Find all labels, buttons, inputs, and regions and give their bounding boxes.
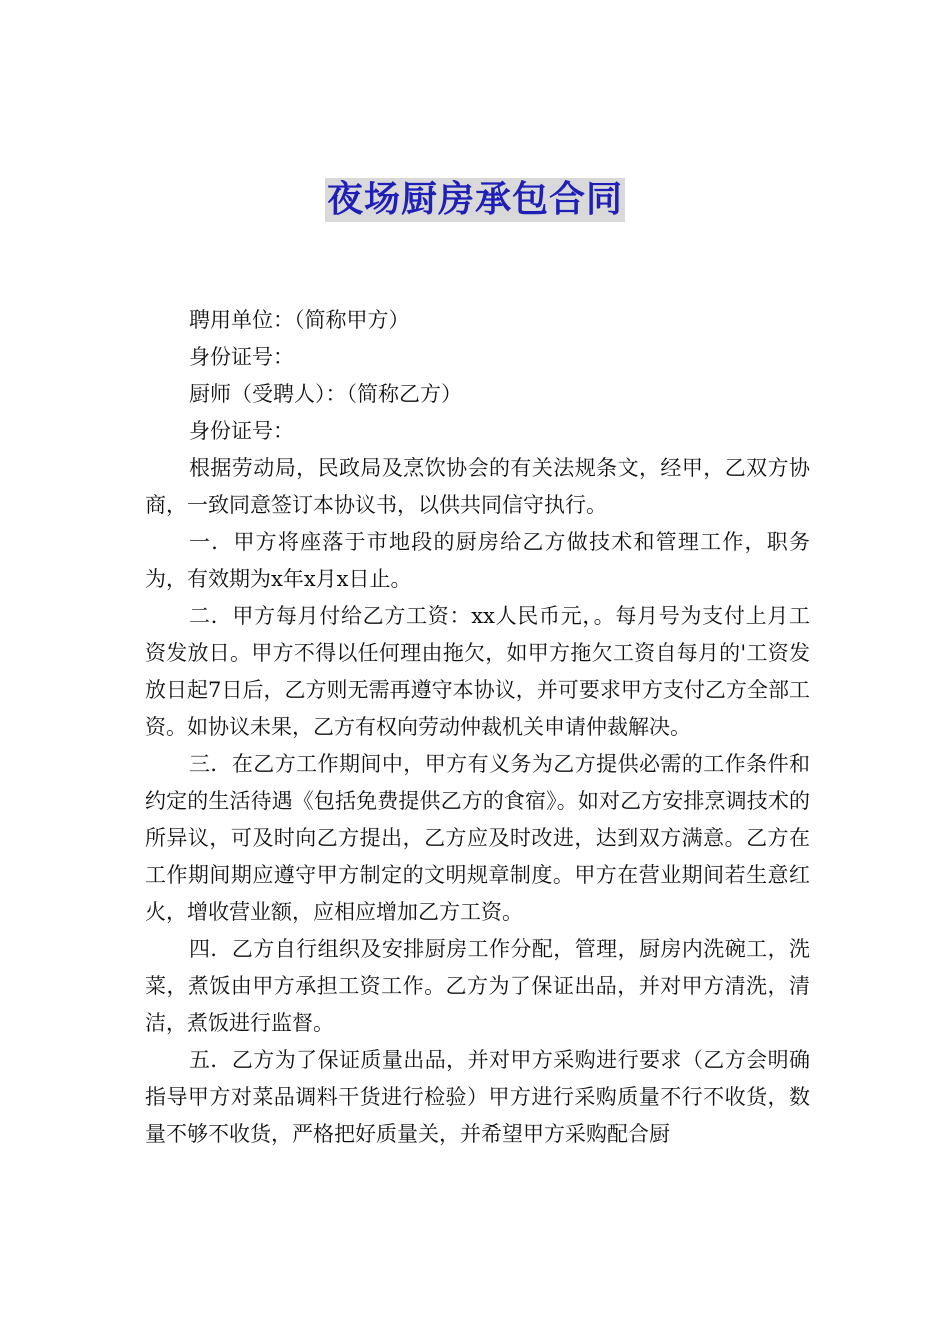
- paragraph-employer-id: 身份证号：: [189, 345, 294, 369]
- paragraph-clause-2: 二．甲方每月付给乙方工资：xx人民币元，。每月号为支付上月工资发放日。甲方不得以任何理由拖欠，如甲方拖欠工资自每月的'工资发放日起7日后，乙方则无需再遵守本协议，并可要求甲方支付乙方全部工资。如协议未果，乙方有权向劳动仲裁机关申请仲裁解决。: [145, 604, 810, 739]
- paragraph-clause-4: 四．乙方自行组织及安排厨房工作分配，管理，厨房内洗碗工，洗菜，煮饭由甲方承担工资工作。乙方为了保证出品，并对甲方清洗，清洁，煮饭进行监督。: [145, 937, 810, 1035]
- paragraph-chef: 厨师（受聘人）：（简称乙方）: [189, 382, 462, 406]
- title-container: [0, 178, 950, 222]
- document-title: 夜场厨房承包合同: [326, 179, 623, 220]
- paragraph-clause-5: 五．乙方为了保证质量出品，并对甲方采购进行要求（乙方会明确指导甲方对菜品调料干货进行检验）甲方进行采购质量不行不收货，数量不够不收货，严格把好质量关，并希望甲方采购配合厨: [145, 1048, 810, 1146]
- paragraph-employer: 聘用单位：（简称甲方）: [189, 308, 410, 332]
- paragraph-clause-3: 三．在乙方工作期间中，甲方有义务为乙方提供必需的工作条件和约定的生活待遇《包括免费提供乙方的食宿》。如对乙方安排烹调技术的所异议，可及时向乙方提出，乙方应及时改进，达到双方满意。乙方在工作期间期应遵守甲方制定的文明规章制度。甲方在营业期间若生意红火，增收营业额，应相应增加乙方工资。: [145, 752, 810, 924]
- paragraph-chef-id: 身份证号：: [189, 419, 294, 443]
- document-body: [145, 302, 810, 1153]
- paragraph-preamble: 根据劳动局，民政局及烹饮协会的有关法规条文，经甲，乙双方协商，一致同意签订本协议书，以供共同信守执行。: [145, 456, 810, 517]
- paragraph-clause-1: 一．甲方将座落于市地段的厨房给乙方做技术和管理工作，职务为，有效期为x年x月x日止。: [145, 530, 810, 591]
